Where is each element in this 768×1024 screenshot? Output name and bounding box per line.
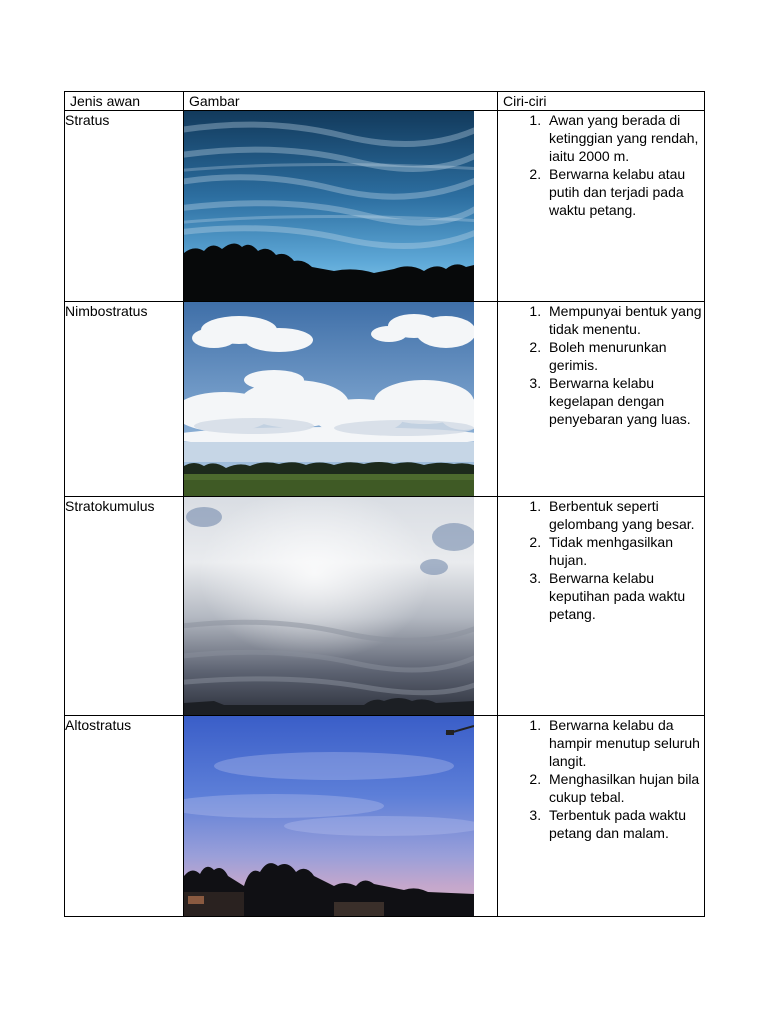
table-row xyxy=(65,497,705,716)
picture-cell xyxy=(184,302,498,497)
list-item: 1. Awan yang berada di ketinggian yang rendah, iaitu 2000 m. xyxy=(545,111,704,165)
list-item: 3. Berwarna kelabu keputihan pada waktu petang. xyxy=(545,569,704,623)
picture-cell xyxy=(184,497,498,716)
header-picture: Gambar xyxy=(184,92,498,111)
features-cell xyxy=(498,716,705,917)
table-row xyxy=(65,302,705,497)
list-item: 3. Terbentuk pada waktu petang dan malam. xyxy=(545,806,704,842)
features-cell xyxy=(498,302,705,497)
list-item: 1. Berwarna kelabu da hampir menutup seluruh langit. xyxy=(545,716,704,770)
table-row xyxy=(65,716,705,917)
picture-cell xyxy=(184,111,498,302)
list-item: 3. Berwarna kelabu kegelapan dengan penyebaran yang luas. xyxy=(545,374,704,428)
altostratus-cloud-photo xyxy=(184,716,474,916)
cloud-types-table xyxy=(64,91,705,917)
table-row xyxy=(65,111,705,302)
list-item: 2. Berwarna kelabu atau putih dan terjadi pada waktu petang. xyxy=(545,165,704,219)
cloud-name: Stratokumulus xyxy=(65,497,184,716)
features-cell xyxy=(498,111,705,302)
picture-cell xyxy=(184,716,498,917)
stratokumulus-cloud-photo xyxy=(184,497,474,715)
features-list xyxy=(498,497,704,623)
list-item: 2. Tidak menhgasilkan hujan. xyxy=(545,533,704,569)
features-list xyxy=(498,716,704,842)
cloud-name: Altostratus xyxy=(65,716,184,917)
header-features: Ciri-ciri xyxy=(498,92,705,111)
table-header-row xyxy=(65,92,705,111)
features-list xyxy=(498,111,704,219)
cloud-name: Stratus xyxy=(65,111,184,302)
features-cell xyxy=(498,497,705,716)
header-cloud-type: Jenis awan xyxy=(65,92,184,111)
cloud-name: Nimbostratus xyxy=(65,302,184,497)
list-item: 2. Boleh menurunkan gerimis. xyxy=(545,338,704,374)
list-item: 1. Berbentuk seperti gelombang yang besar. xyxy=(545,497,704,533)
list-item: 1. Mempunyai bentuk yang tidak menentu. xyxy=(545,302,704,338)
stratus-cloud-photo xyxy=(184,111,474,301)
list-item: 2. Menghasilkan hujan bila cukup tebal. xyxy=(545,770,704,806)
features-list xyxy=(498,302,704,428)
nimbostratus-cloud-photo xyxy=(184,302,474,496)
